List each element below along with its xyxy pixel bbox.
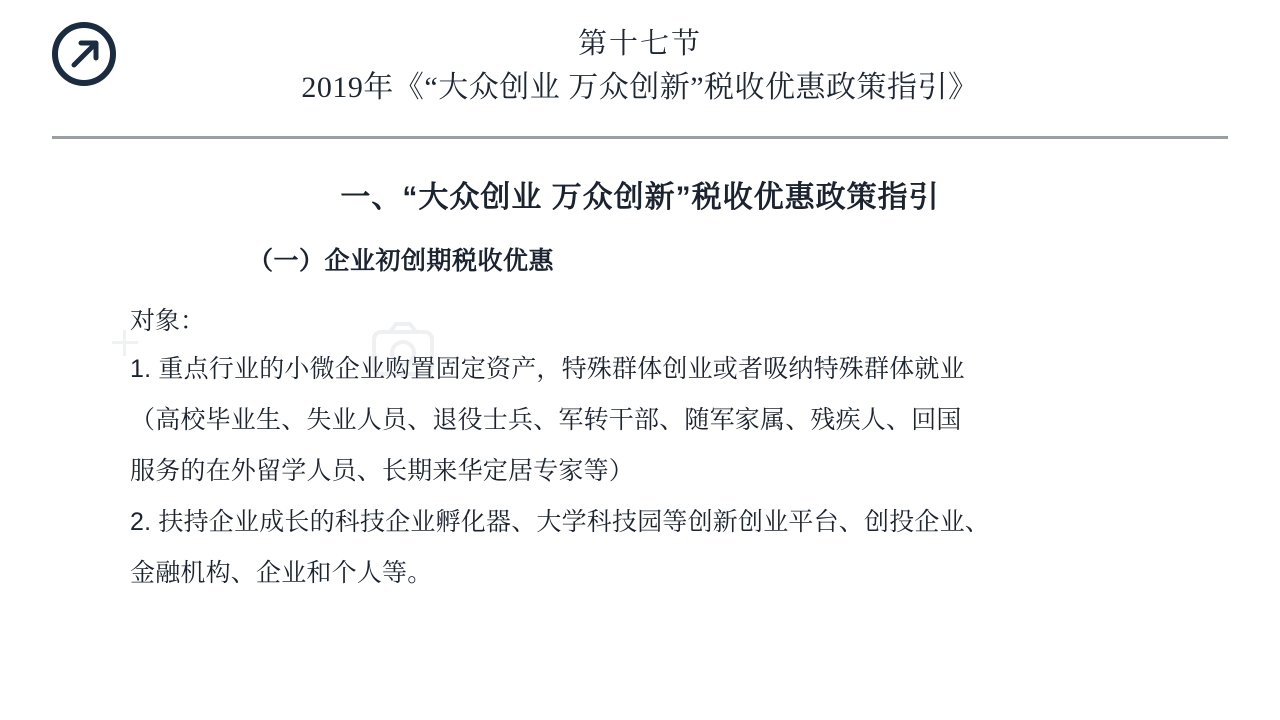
header-title-block xyxy=(0,24,1280,110)
body-text-block xyxy=(0,298,1280,599)
header-divider xyxy=(52,136,1228,139)
slide-body xyxy=(0,150,1280,599)
list-item: 金融机构、企业和个人等。 xyxy=(130,559,433,587)
header-line-2: 2019年《“大众创业 万众创新”税收优惠政策指引》 xyxy=(301,71,979,104)
header-line-1: 第十七节 xyxy=(577,28,702,60)
object-label: 对象： xyxy=(130,307,206,335)
list-item: 服务的在外留学人员、长期来华定居专家等） xyxy=(130,457,635,485)
list-item: （高校毕业生、失业人员、退役士兵、军转干部、随军家属、残疾人、回国 xyxy=(130,406,962,434)
sub-section-title: （一）企业初创期税收优惠 xyxy=(248,247,555,275)
list-item: 1. 重点行业的小微企业购置固定资产，特殊群体创业或者吸纳特殊群体就业 xyxy=(130,355,965,383)
section-title: 一、“大众创业 万众创新”税收优惠政策指引 xyxy=(340,181,940,214)
list-item: 2. 扶持企业成长的科技企业孵化器、大学科技园等创新创业平台、创投企业、 xyxy=(130,508,990,536)
slide-header xyxy=(0,0,1280,138)
